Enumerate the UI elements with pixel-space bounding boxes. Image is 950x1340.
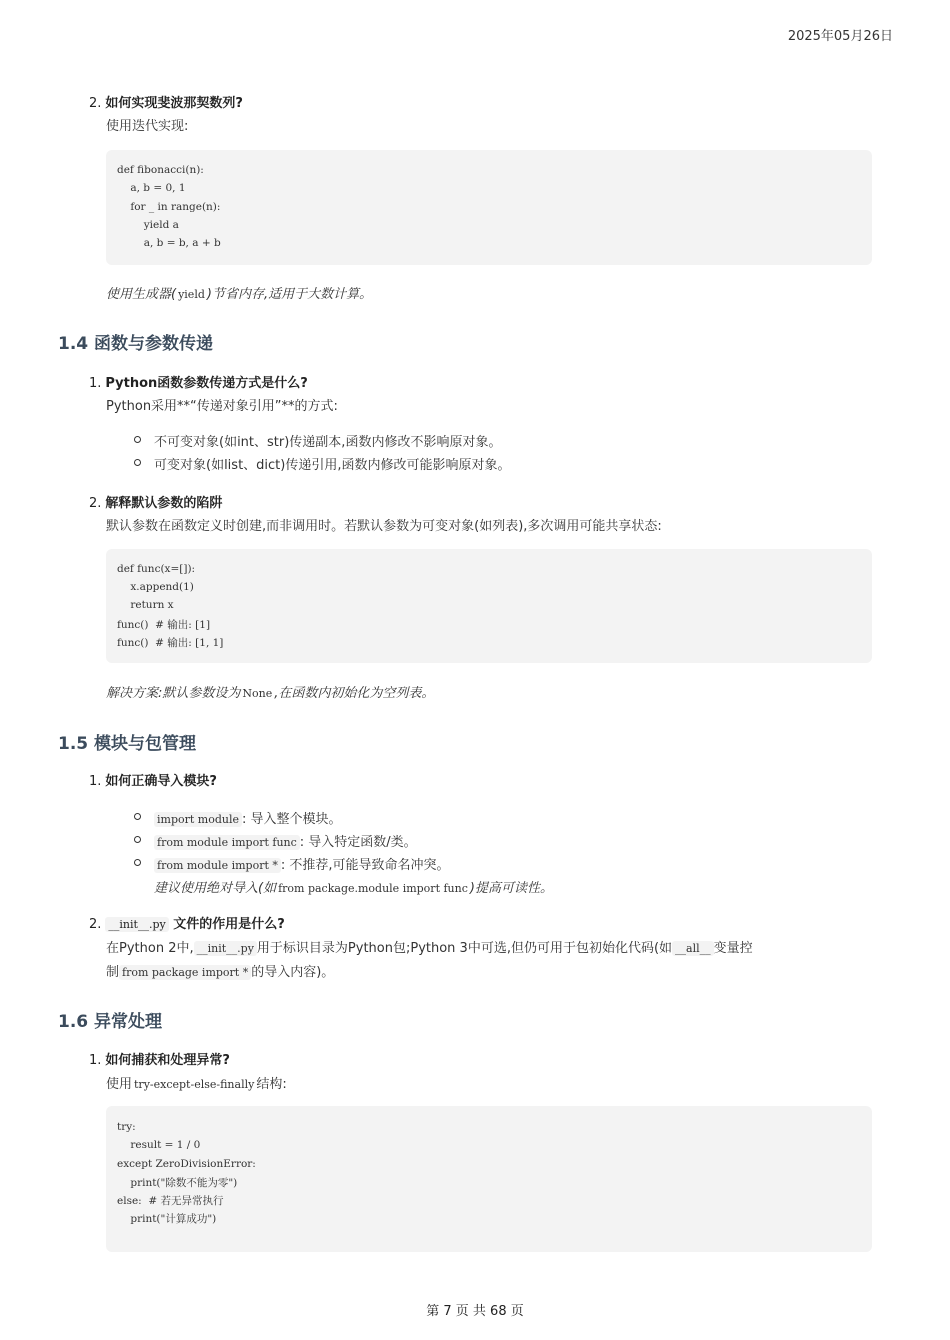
- code-block: [106, 1106, 872, 1252]
- header-date: 2025年05月26日: [787, 29, 893, 44]
- code-line: print("计算成功"): [117, 1213, 217, 1225]
- code-line: return x: [117, 599, 174, 611]
- note: 解决方案:默认参数设为 None ,在函数内初始化为空列表。: [106, 686, 435, 701]
- question-title: 1. Python函数参数传递方式是什么?: [89, 376, 308, 391]
- code-line: print("除数不能为零"): [117, 1177, 238, 1189]
- paragraph: 在Python 2中, __init__.py 用于标识目录为Python包;Python 3中可选,但仍可用于包初始化代码(如 __all__ 变量控: [106, 941, 753, 956]
- paragraph: 制 from package import * 的导入内容)。: [106, 965, 335, 980]
- code-line: except ZeroDivisionError:: [117, 1158, 256, 1170]
- code-block: [106, 150, 872, 265]
- section-heading: 1.6 异常处理: [58, 1012, 163, 1032]
- paragraph: 使用迭代实现:: [106, 119, 189, 134]
- bullet-text: from module import * : 不推荐,可能导致命名冲突。: [154, 854, 450, 873]
- section-heading: 1.4 函数与参数传递: [58, 334, 214, 354]
- code-line: func() # 输出: [1]: [117, 619, 211, 631]
- inline-code: __init__.py: [105, 917, 168, 932]
- bullet-text: import module : 导入整个模块。: [154, 808, 342, 827]
- code-block: [106, 549, 872, 663]
- code-line: def fibonacci(n):: [117, 164, 204, 176]
- question-title: 1. 如何正确导入模块?: [89, 774, 217, 789]
- paragraph: 使用 try-except-else-finally 结构:: [106, 1077, 287, 1092]
- tip: 建议使用绝对导入(如 from package.module import func )提高可读性。: [154, 881, 553, 896]
- question-title: 1. 如何捕获和处理异常?: [89, 1053, 230, 1068]
- inline-code: None: [242, 687, 273, 700]
- inline-code: yield: [178, 288, 205, 301]
- bullet-icon: [134, 859, 141, 866]
- code-line: yield a: [117, 219, 179, 231]
- bullet-icon: [134, 813, 141, 820]
- inline-code: from module import func: [154, 835, 300, 850]
- code-line: try:: [117, 1121, 136, 1133]
- inline-code: from module import *: [154, 858, 281, 873]
- question-title: [89, 92, 243, 111]
- bullet-icon: [134, 836, 141, 843]
- inline-code: import module: [154, 812, 242, 827]
- bullet-text: 可变对象(如list、dict)传递引用,函数内修改可能影响原对象。: [154, 458, 511, 473]
- bullet-icon: [134, 436, 141, 443]
- bullet-text: from module import func : 导入特定函数/类。: [154, 831, 417, 850]
- inline-code: from package.module import func: [278, 882, 468, 895]
- question-title: 2. __init__.py 文件的作用是什么?: [89, 917, 285, 932]
- question-text: 如何实现斐波那契数列?: [105, 96, 243, 111]
- bullet-text: 不可变对象(如int、str)传递副本,函数内修改不影响原对象。: [154, 435, 502, 450]
- paragraph: Python采用**“传递对象引用”**的方式:: [106, 399, 338, 414]
- code-line: result = 1 / 0: [117, 1139, 201, 1151]
- page-footer: 第 7 页 共 68 页: [426, 1304, 524, 1319]
- code-line: x.append(1): [117, 581, 194, 593]
- code-line: for _ in range(n):: [117, 201, 221, 213]
- inline-code: __init__.py: [194, 941, 257, 956]
- inline-code: try-except-else-finally: [134, 1078, 255, 1091]
- inline-code: __all__: [672, 941, 714, 956]
- paragraph: 默认参数在函数定义时创建,而非调用时。若默认参数为可变对象(如列表),多次调用可能共享状态:: [106, 519, 662, 534]
- code-line: a, b = b, a + b: [117, 237, 221, 249]
- section-heading: 1.5 模块与包管理: [58, 734, 197, 754]
- list-number: 2.: [89, 96, 102, 111]
- bullet-icon: [134, 459, 141, 466]
- code-line: def func(x=[]):: [117, 563, 196, 575]
- note: 使用生成器( yield )节省内存,适用于大数计算。: [106, 287, 373, 302]
- inline-code: from package import *: [119, 965, 251, 980]
- question-title: 2. 解释默认参数的陷阱: [89, 496, 223, 511]
- code-line: func() # 输出: [1, 1]: [117, 637, 224, 649]
- code-line: a, b = 0, 1: [117, 182, 186, 194]
- code-line: else: # 若无异常执行: [117, 1195, 224, 1207]
